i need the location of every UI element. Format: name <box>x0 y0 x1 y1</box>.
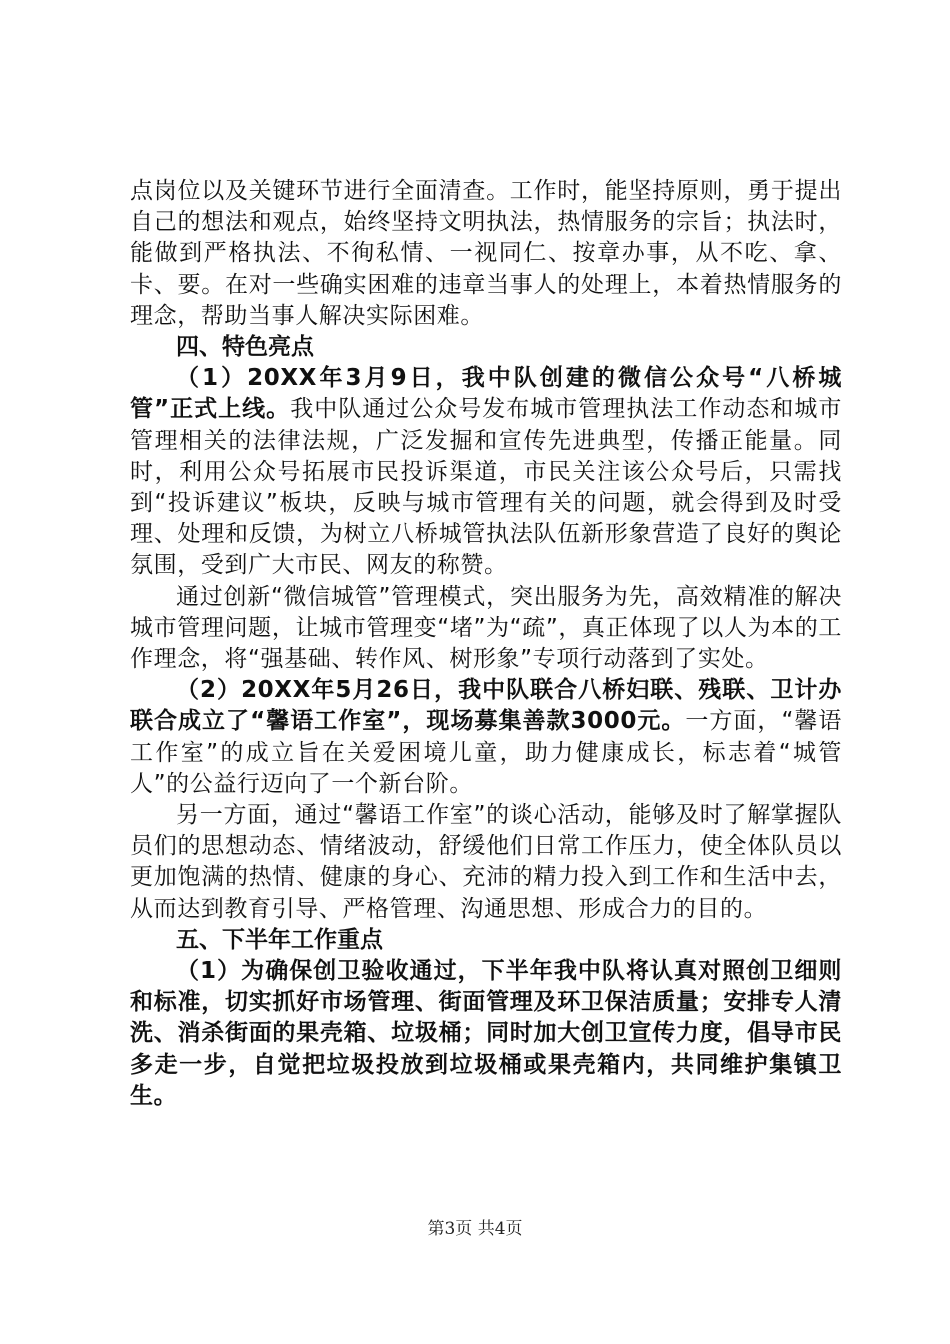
paragraph-studio-founded <box>130 675 842 800</box>
paragraph-sanitation-plan: （1）为确保创卫验收通过，下半年我中队将认真对照创卫细则和标准，切实抓好市场管理、街面管理及环卫保洁质量；安排专人清洗、消杀街面的果壳箱、垃圾桶；同时加大创卫宣传力度，倡导市民多走一步，自觉把垃圾投放到垃圾桶或果壳箱内，共同维护集镇卫生。 <box>130 958 842 1109</box>
paragraph-wechat-launch-lead: （1）20XX年3月9日，我中队创建的微信公众号“八桥城管”正式上线。 <box>130 365 842 423</box>
paragraph-studio-effect: 另一方面，通过“馨语工作室”的谈心活动，能够及时了解掌握队员们的思想动态、情绪波动，舒缓他们日常工作压力，使全体队员以更加饱满的热情、健康的身心、充沛的精力投入到工作和生活中去，从而达到教育引导、严格管理、沟通思想、形成合力的目的。 <box>130 802 842 922</box>
page-number-footer: 第3页 共4页 <box>427 1219 523 1239</box>
heading-second-half-priorities: 五、下半年工作重点 <box>176 926 383 953</box>
paragraph-wechat-launch-body: 我中队通过公众号发布城市管理执法工作动态和城市管理相关的法律法规，广泛发掘和宣传先进典型，传播正能量。同时，利用公众号拓展市民投诉渠道，市民关注该公众号后，只需找到“投诉建议”板块，反映与城市管理有关的问题，就会得到及时受理、处理和反馈，为树立八桥城管执法队伍新形象营造了良好的舆论氛围，受到广大市民、网友的称赞。 <box>130 396 842 579</box>
paragraph-studio-founded-lead: （2）20XX年5月26日，我中队联合八桥妇联、残联、卫计办联合成立了“馨语工作室”，现场募集善款3000元。 <box>130 677 842 735</box>
paragraph-wechat-launch <box>130 363 842 581</box>
paragraph-studio-founded-body: 一方面，“馨语工作室”的成立旨在关爱困境儿童，助力健康成长，标志着“城管人”的公益行迈向了一个新台阶。 <box>130 708 842 797</box>
paragraph-wechat-model: 通过创新“微信城管”管理模式，突出服务为先，高效精准的解决城市管理问题，让城市管理变“堵”为“疏”，真正体现了以人为本的工作理念，将“强基础、转作风、树形象”专项行动落到了实处。 <box>130 583 842 673</box>
heading-highlights: 四、特色亮点 <box>176 334 314 361</box>
paragraph-inspection-continued: 点岗位以及关键环节进行全面清查。工作时，能坚持原则，勇于提出自己的想法和观点，始终坚持文明执法，热情服务的宗旨；执法时，能做到严格执法、不徇私情、一视同仁、按章办事，从不吃、拿、卡、要。在对一些确实困难的违章当事人的处理上，本着热情服务的理念，帮助当事人解决实际困难。 <box>130 178 842 329</box>
document-body <box>130 176 842 1112</box>
